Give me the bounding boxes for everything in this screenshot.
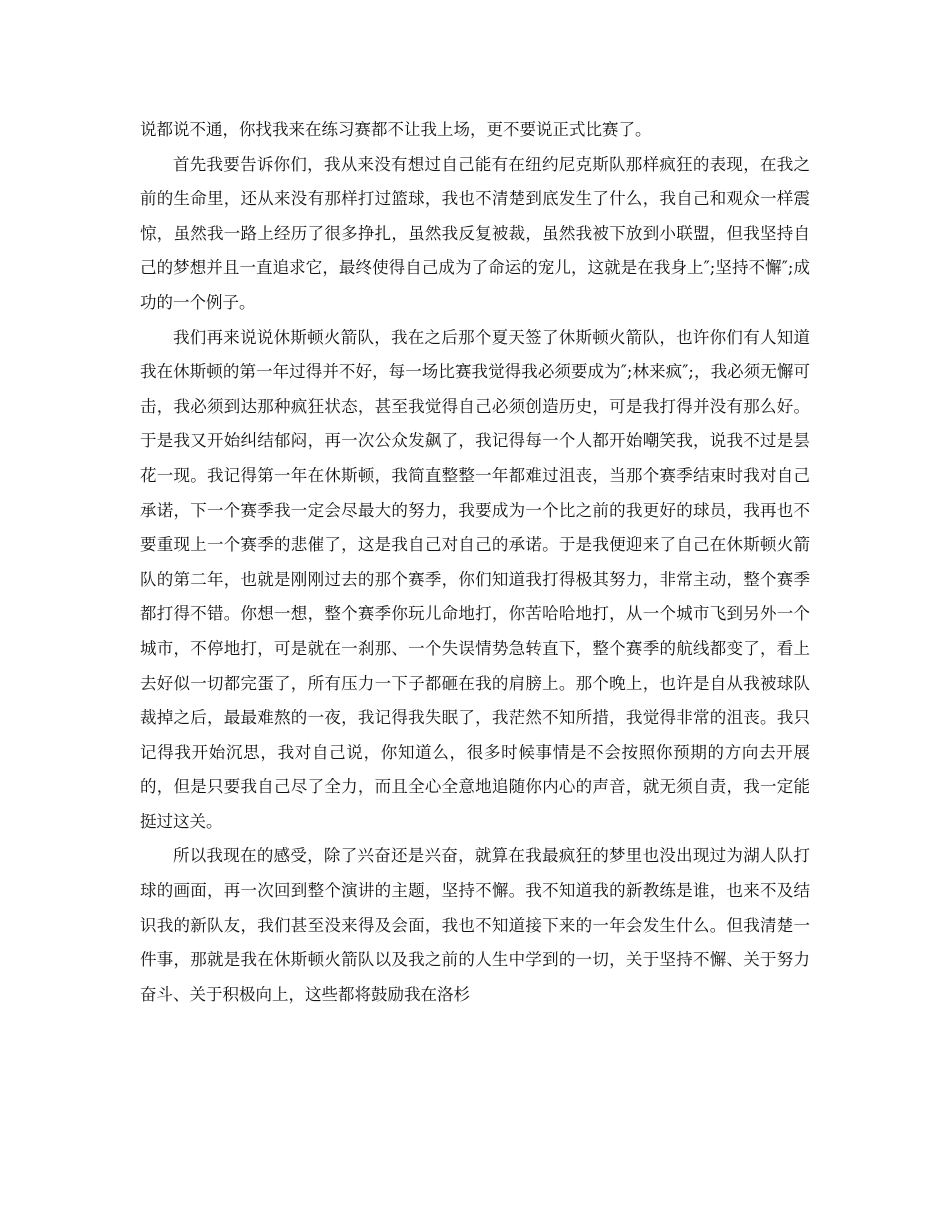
paragraph-houston: 我们再来说说休斯顿火箭队，我在之后那个夏天签了休斯顿火箭队，也许你们有人知道我在休斯顿的第一年过得并不好，每一场比赛我觉得我必须要成为″;林来疯″;，我必须无懈可击，我必须到达那种疯狂状态，甚至我觉得自己必须创造历史，可是我打得并没有那么好。于是我又开始纠结郁闷，再一次公众发飙了，我记得每一个人都开始嘲笑我，说我不过是昙花一现。我记得第一年在休斯顿，我简直整整一年都难过沮丧，当那个赛季结束时我对自己承诺，下一个赛季我一定会尽最大的努力，我要成为一个比之前的我更好的球员，我再也不要重现上一个赛季的悲催了，这是我自己对自己的承诺。于是我便迎来了自己在休斯顿火箭队的第二年，也就是刚刚过去的那个赛季，你们知道我打得极其努力，非常主动，整个赛季都打得不错。你想一想，整个赛季你玩儿命地打，你苦哈哈地打，从一个城市飞到另外一个城市，不停地打，可是就在一刹那、一个失误情势急转直下，整个赛季的航线都变了，看上去好似一切都完蛋了，所有压力一下子都砸在我的肩膀上。那个晚上，也许是自从我被球队裁掉之后，最最难熬的一夜，我记得我失眠了，我茫然不知所措，我觉得非常的沮丧。我只记得我开始沉思，我对自己说，你知道么，很多时候事情是不会按照你预期的方向去开展的，但是只要我自己尽了全力，而且全心全意地追随你内心的声音，就无须自责，我一定能挺过这关。 [140,327,810,831]
paragraph-continuation: 说都说不通，你找我来在练习赛都不让我上场，更不要说正式比赛了。 [140,120,652,139]
paragraph-lakers: 所以我现在的感受，除了兴奋还是兴奋，就算在我最疯狂的梦里也没出现过为湖人队打球的画面，再一次回到整个演讲的主题，坚持不懈。我不知道我的新教练是谁，也来不及结识我的新队友，我们甚至没来得及会面，我也不知道接下来的一年会发生什么。但我清楚一件事，那就是我在休斯顿火箭队以及我之前的人生中学到的一切，关于坚持不懈、关于努力奋斗、关于积极向上，这些都将鼓励我在洛杉 [140,846,810,1004]
document-page [140,113,810,1012]
paragraph-new-york: 首先我要告诉你们，我从来没有想过自己能有在纽约尼克斯队那样疯狂的表现，在我之前的生命里，还从来没有那样打过篮球，我也不清楚到底发生了什么，我自己和观众一样震惊，虽然我一路上经历了很多挣扎，虽然我反复被裁，虽然我被下放到小联盟，但我坚持自己的梦想并且一直追求它，最终使得自己成为了命运的宠儿，这就是在我身上″;坚持不懈″;成功的一个例子。 [140,154,810,312]
